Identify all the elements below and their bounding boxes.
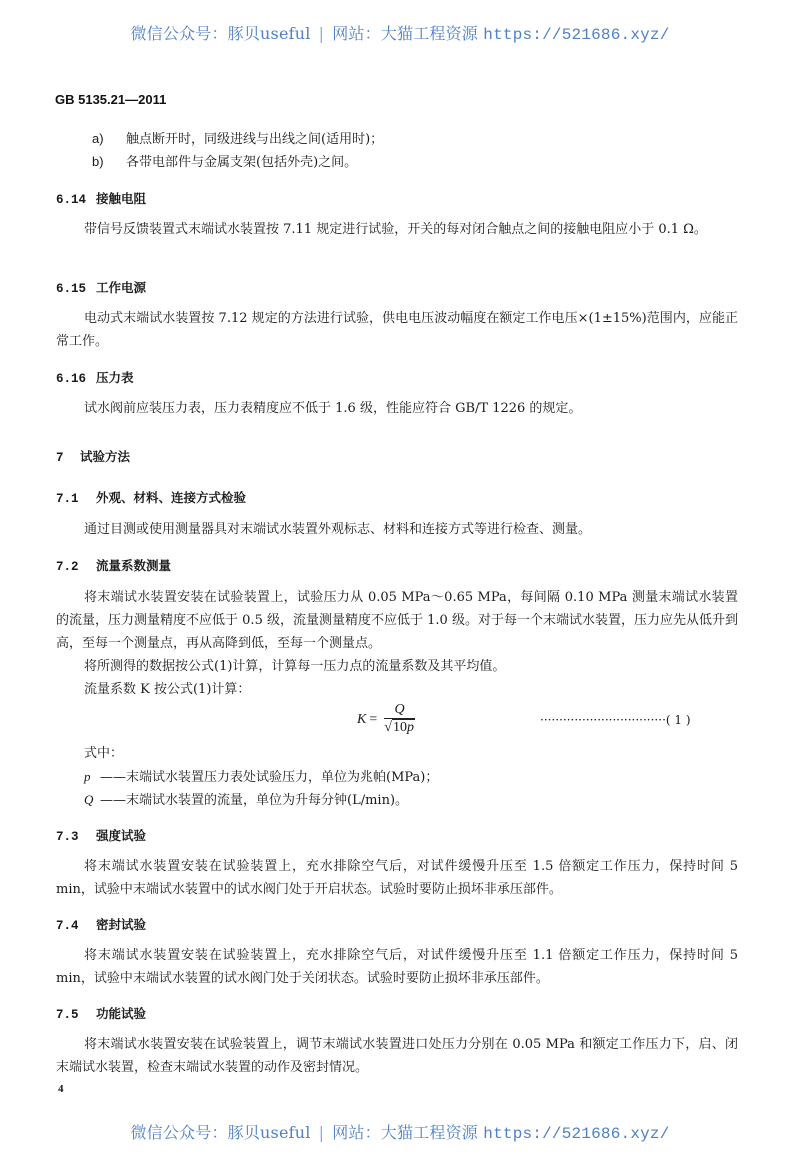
formula-numerator: Q [394, 702, 405, 717]
list-label: a) [92, 131, 104, 146]
calc-instruction: 将所测得的数据按公式(1)计算，计算每一压力点的流量系数及其平均值。 [84, 659, 506, 674]
formula-equals: = [369, 712, 378, 727]
section-body-7-5: 将末端试水装置安装在试验装置上，调节末端试水装置进口处压力分别在 0.05 MPa 和额定工作压力下，启、闭末端试水装置，检查末端试水装置的动作及密封情况。 [56, 1037, 738, 1075]
formula-1 [357, 702, 415, 737]
section-title: 功能试验 [96, 1006, 147, 1021]
formula-lhs: K [357, 712, 367, 727]
section-number: 7.5 [56, 1008, 79, 1022]
sqrt-icon: √ [384, 720, 392, 735]
leader-dots: ································· [540, 713, 666, 727]
denominator-var: p [406, 720, 414, 735]
section-heading-7 [56, 445, 130, 470]
formula-intro: 流量系数 K 按公式(1)计算： [84, 682, 251, 697]
section-body-7-4: 将末端试水装置安装在试验装置上，充水排除空气后，对试件缓慢升压至 1.1 倍额定工作压力，保持时间 5 min，试验中末端试水装置的试水阀门处于关闭状态。试验时要防止损坏非承压部件。 [56, 948, 738, 986]
variable-desc: ——末端试水装置的流量，单位为升每分钟(L/min)。 [100, 793, 409, 808]
equation-number: ( 1 ) [665, 713, 691, 727]
section-title: 强度试验 [96, 828, 147, 843]
list-text: 各带电部件与金属支架(包括外壳)之间。 [126, 155, 358, 170]
section-heading-7-5 [56, 1002, 146, 1027]
section-body-6-15: 电动式末端试水装置按 7.12 规定的方法进行试验，供电电压波动幅度在额定工作电压×(1±15%)范围内，应能正常工作。 [56, 311, 738, 349]
section-title: 接触电阻 [96, 191, 147, 206]
watermark-bottom [0, 1120, 800, 1143]
section-number: 7.2 [56, 560, 79, 574]
variable-symbol: p [84, 769, 91, 784]
list-text: 触点断开时，同级进线与出线之间(适用时)； [126, 132, 384, 147]
variable-q [84, 788, 408, 812]
section-title: 试验方法 [80, 449, 131, 464]
section-title: 流量系数测量 [96, 558, 172, 573]
equation-number-leader [540, 709, 691, 732]
watermark-separator: | [318, 1123, 325, 1142]
formula-denominator [384, 719, 415, 737]
formula-fraction [384, 702, 415, 737]
page-number: 4 [58, 1083, 64, 1095]
watermark-separator: | [318, 24, 325, 43]
watermark-url: https://521686.xyz/ [483, 1125, 670, 1143]
standard-code: GB 5135.21—2011 [55, 92, 167, 107]
section-heading-7-1 [56, 486, 246, 511]
section-body-7-1: 通过目测或使用测量器具对末端试水装置外观标志、材料和连接方式等进行检查、测量。 [84, 522, 592, 537]
sqrt-argument [392, 719, 415, 735]
denominator-const: 10 [392, 720, 407, 735]
section-title: 压力表 [96, 370, 134, 385]
section-body-6-16: 试水阀前应装压力表，压力表精度应不低于 1.6 级，性能应符合 GB/T 1226 的规定。 [84, 401, 582, 416]
section-heading-6-15 [56, 276, 146, 301]
watermark-wechat: 微信公众号：豚贝useful [130, 24, 311, 43]
section-title: 密封试验 [96, 917, 147, 932]
watermark-wechat: 微信公众号：豚贝useful [130, 1123, 311, 1142]
where-label: 式中： [84, 746, 124, 761]
list-label: b) [92, 154, 104, 169]
section-title: 工作电源 [96, 280, 147, 295]
watermark-site-label: 网站：大猫工程资源 [332, 24, 478, 43]
section-number: 7 [56, 451, 64, 465]
section-number: 6.14 [56, 193, 87, 207]
section-heading-7-2 [56, 554, 171, 579]
watermark-url: https://521686.xyz/ [483, 26, 670, 44]
section-heading-7-4 [56, 913, 146, 938]
section-heading-6-14 [56, 187, 146, 212]
section-body-7-3: 将末端试水装置安装在试验装置上，充水排除空气后，对试件缓慢升压至 1.5 倍额定工作压力，保持时间 5 min，试验中末端试水装置中的试水阀门处于开启状态。试验时要防止损坏非承压部件。 [56, 859, 738, 897]
section-number: 6.16 [56, 372, 87, 386]
variable-desc: ——末端试水装置压力表处试验压力，单位为兆帕(MPa)； [100, 770, 439, 785]
section-heading-7-3 [56, 824, 146, 849]
watermark-site-label: 网站：大猫工程资源 [332, 1123, 478, 1142]
section-body-6-14: 带信号反馈装置式末端试水装置按 7.11 规定进行试验，开关的每对闭合触点之间的接触电阻应小于 0.1 Ω。 [84, 222, 707, 237]
variable-symbol: Q [84, 792, 94, 807]
section-body-7-2: 将末端试水装置安装在试验装置上，试验压力从 0.05 MPa～0.65 MPa，每间隔 0.10 MPa 测量末端试水装置的流量，压力测量精度不应低于 0.5 级，流量测量精度不应低于 1.0 级。对于每一个末端试水装置，压力应先从低升到高，至每一个测量点，再从高降到低，至每一个测量点。 [56, 590, 738, 651]
variable-p [84, 765, 438, 789]
section-number: 7.1 [56, 492, 79, 506]
section-number: 6.15 [56, 282, 87, 296]
section-title: 外观、材料、连接方式检验 [96, 490, 247, 505]
section-number: 7.3 [56, 830, 79, 844]
section-number: 7.4 [56, 919, 79, 933]
list-item-b [92, 150, 357, 174]
list-item-a [92, 127, 383, 151]
watermark-top [0, 21, 800, 44]
section-heading-6-16 [56, 366, 134, 391]
